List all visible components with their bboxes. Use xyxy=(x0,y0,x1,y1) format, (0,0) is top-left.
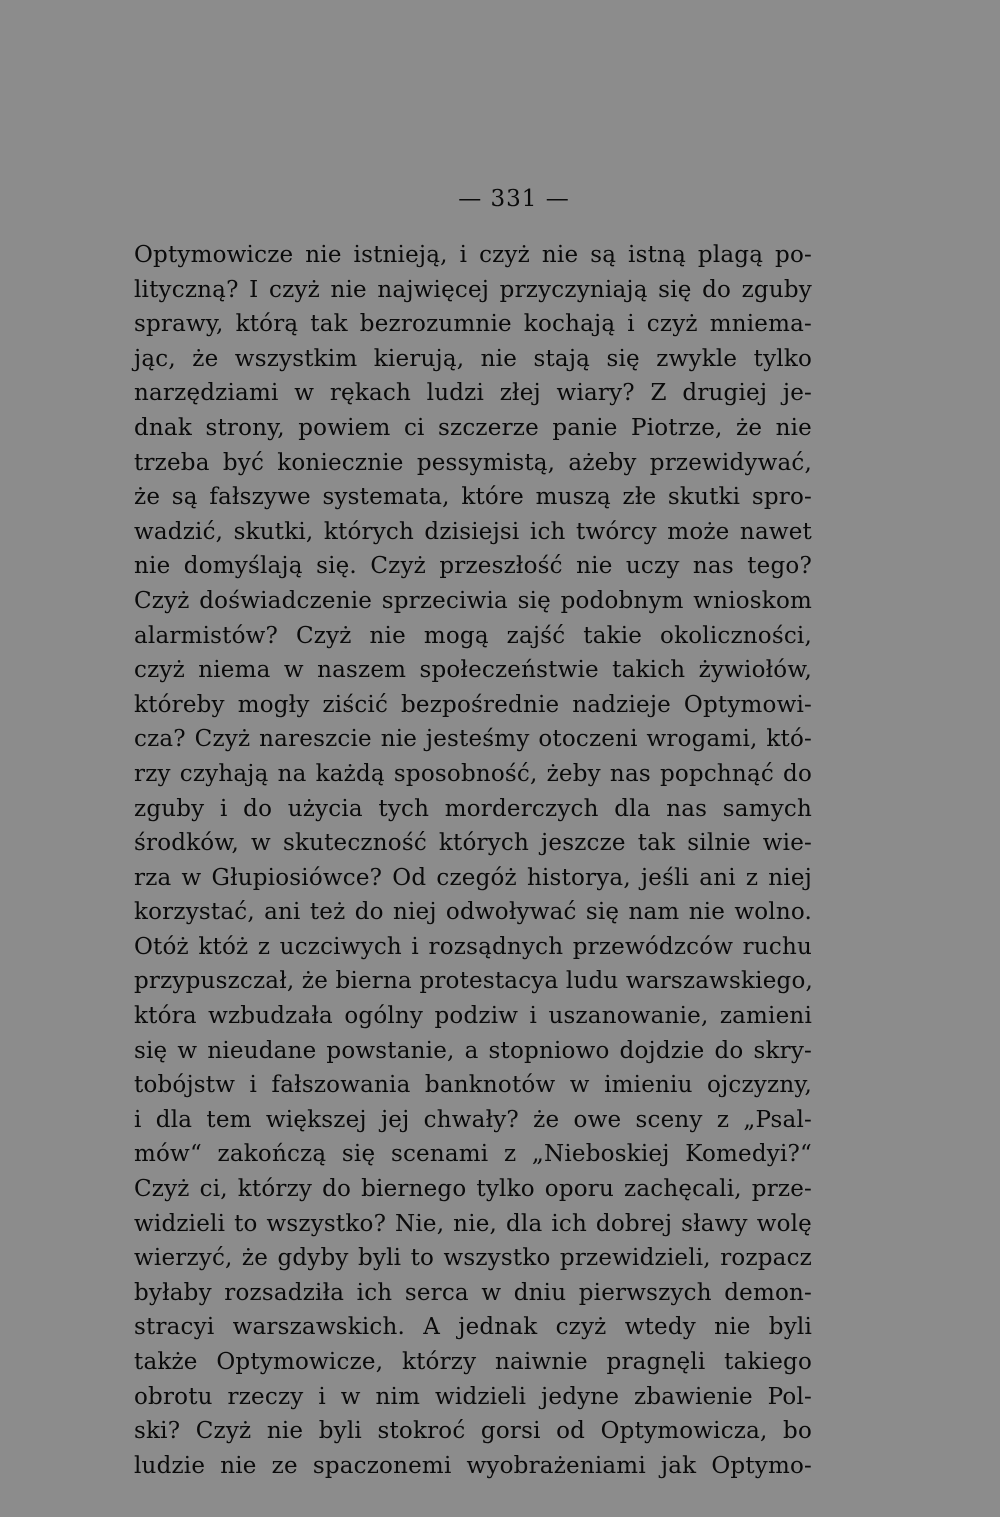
text-line: która wzbudzała ogólny podziw i uszanowanie, zamieni xyxy=(134,1003,812,1030)
text-line: i dla tem większej jej chwały? że owe sceny z „Psal- xyxy=(134,1106,812,1133)
text-line: ski? Czyż nie byli stokroć gorsi od Optymowicza, bo xyxy=(134,1418,812,1445)
text-line: Optymowicze nie istnieją, i czyż nie są istną plagą po- xyxy=(134,242,812,268)
text-line: dnak strony, powiem ci szczerze panie Piotrze, że nie xyxy=(134,414,812,441)
text-line: ludzie nie ze spaczonemi wyobrażeniami jak Optymo- xyxy=(134,1452,812,1479)
text-line: zguby i do użycia tych morderczych dla nas samych xyxy=(134,795,812,822)
text-line: Otóż któż z uczciwych i rozsądnych przewódzców ruchu xyxy=(134,933,812,960)
text-line: alarmistów? Czyż nie mogą zajść takie okoliczności, xyxy=(134,622,812,649)
body-text xyxy=(134,238,812,1483)
text-line: przypuszczał, że bierna protestacya ludu warszawskiego, xyxy=(134,968,814,995)
text-line: czyż niema w naszem społeczeństwie takich żywiołów, xyxy=(134,657,812,684)
text-line: rzy czyhają na każdą sposobność, żeby nas popchnąć do xyxy=(134,760,812,787)
text-line: obrotu rzeczy i w nim widzieli jedyne zbawienie Pol- xyxy=(134,1383,812,1410)
text-line: się w nieudane powstanie, a stopniowo dojdzie do skry- xyxy=(134,1037,812,1064)
text-line: byłaby rozsadziła ich serca w dniu pierwszych demon- xyxy=(134,1279,812,1306)
text-line: cza? Czyż nareszcie nie jesteśmy otoczeni wrogami, któ- xyxy=(134,726,812,753)
text-line: rza w Głupiosiówce? Od czegóż historya, jeśli ani z niej xyxy=(134,864,812,891)
text-line: że są fałszywe systemata, które muszą złe skutki spro- xyxy=(134,484,812,511)
text-line: także Optymowicze, którzy naiwnie pragnęli takiego xyxy=(134,1349,812,1375)
text-line: tobójstw i fałszowania banknotów w imieniu ojczyzny, xyxy=(134,1072,812,1099)
text-line: któreby mogły ziścić bezpośrednie nadzieje Optymowi- xyxy=(134,691,812,718)
text-line: Czyż ci, którzy do biernego tylko oporu zachęcali, prze- xyxy=(134,1176,812,1203)
text-line: narzędziami w rękach ludzi złej wiary? Z drugiej je- xyxy=(134,380,812,407)
text-line: środków, w skuteczność których jeszcze tak silnie wie- xyxy=(134,830,812,857)
text-line: widzieli to wszystko? Nie, nie, dla ich dobrej sławy wolę xyxy=(134,1210,812,1237)
text-line: Czyż doświadczenie sprzeciwia się podobnym wnioskom xyxy=(134,587,812,614)
text-line: wierzyć, że gdyby byli to wszystko przewidzieli, rozpacz xyxy=(134,1245,812,1272)
text-line: stracyi warszawskich. A jednak czyż wtedy nie byli xyxy=(134,1314,812,1341)
text-line: nie domyślają się. Czyż przeszłość nie uczy nas tego? xyxy=(134,553,812,580)
page-number: — 331 — xyxy=(458,186,570,212)
text-line: korzystać, ani też do niej odwoływać się nam nie wolno. xyxy=(134,899,812,926)
text-line: trzeba być koniecznie pessymistą, ażeby przewidywać, xyxy=(134,449,812,476)
text-line: mów“ zakończą się scenami z „Nieboskiej Komedyi?“ xyxy=(134,1141,812,1168)
text-line: lityczną? I czyż nie najwięcej przyczyniają się do zguby xyxy=(134,276,812,303)
text-line: wadzić, skutki, których dzisiejsi ich twórcy może nawet xyxy=(134,518,812,545)
text-line: sprawy, którą tak bezrozumnie kochają i czyż mniema- xyxy=(134,311,812,338)
text-line: jąc, że wszystkim kierują, nie stają się zwykle tylko xyxy=(134,345,812,372)
